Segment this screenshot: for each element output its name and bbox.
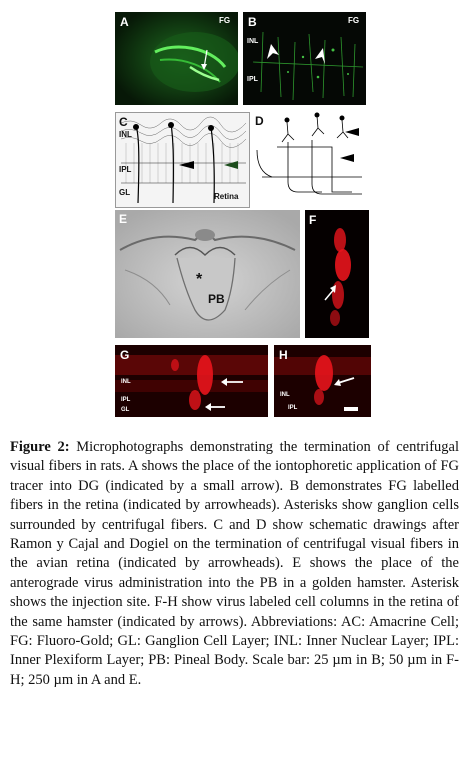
panel-e-label: E [119,212,128,226]
panel-g-label: G [120,348,130,362]
panel-b-label: B [248,15,257,29]
panel-e-region: PB [208,292,225,306]
panel-c-label: C [119,115,128,129]
panel-c-layer-ipl: IPL [119,165,132,174]
panel-a [115,12,238,105]
panel-e-image [115,210,300,338]
panel-d [252,112,370,206]
caption-prefix: Figure 2: [10,439,70,455]
arrowhead-icon [224,161,238,169]
panel-b-layer-ipl: IPL [247,76,258,83]
panel-h-layer-inl: INL [280,392,290,398]
arrowhead-icon [345,128,359,136]
panel-d-label: D [255,114,264,128]
panel-g-layer-ipl: IPL [121,397,131,403]
panel-c [115,112,250,208]
panel-b [243,12,366,105]
caption-text: Microphotographs demonstrating the termination of centrifugal visual fibers in rats. A shows the place of the iontophoretic application of FG tracer into DG (indicated by a small arrow). B demonstrates FG labelled fibers in the retina (indicated by arrowheads). Asterisks show ganglion cells surrounded by centrifugal fibers. C and D show schematic drawings after Ramon y Cajal and Dogiel on the termination of centrifugal visual fibers in the avian retina (indicated by arrowheads). E shows the place of the anterograde virus administration into the PB in a golden hamster. Asterisk shows the injection site. F-H show virus labeled cell columns in the retina of the same hamster (indicated by arrows). Abbreviations: AC: Amacrine Cell; FG: Fluoro-Gold; GL: Ganglion Cell Layer; INL: Inner Nuclear Layer; IPL: Inner Plexiform Layer; PB: Pineal Body. Scale bar: 25 µm in B; 50 µm in F-H; 250 µm in A and E. [10,439,459,688]
scale-bar [344,407,358,411]
panel-c-layer-gl: GL [119,188,131,197]
injection-site-asterisk: * [196,271,203,288]
panel-a-tag: FG [219,16,231,25]
panel-g-image [115,345,268,417]
panel-f-image [305,210,369,338]
panel-g-layer-inl: INL [121,379,131,385]
panel-c-layer-inl: INL [119,130,132,139]
panel-g [115,345,268,417]
figure-caption [10,438,459,690]
panel-a-image [115,12,238,105]
panel-b-image [243,12,366,105]
panel-d-image [252,112,370,206]
panel-h [274,345,371,417]
panel-b-layer-inl: INL [247,38,259,45]
panel-f-label: F [309,213,317,227]
panel-f [305,210,369,338]
panel-c-note: Retina [214,192,239,201]
arrowhead-icon [179,161,194,169]
panel-a-label: A [120,15,129,29]
panel-g-layer-gl: GL [121,407,130,413]
panel-h-layer-ipl: IPL [288,405,298,411]
panel-h-label: H [279,348,288,362]
panel-e [115,210,300,338]
panel-b-tag: FG [348,16,360,25]
arrowhead-icon [340,154,354,162]
